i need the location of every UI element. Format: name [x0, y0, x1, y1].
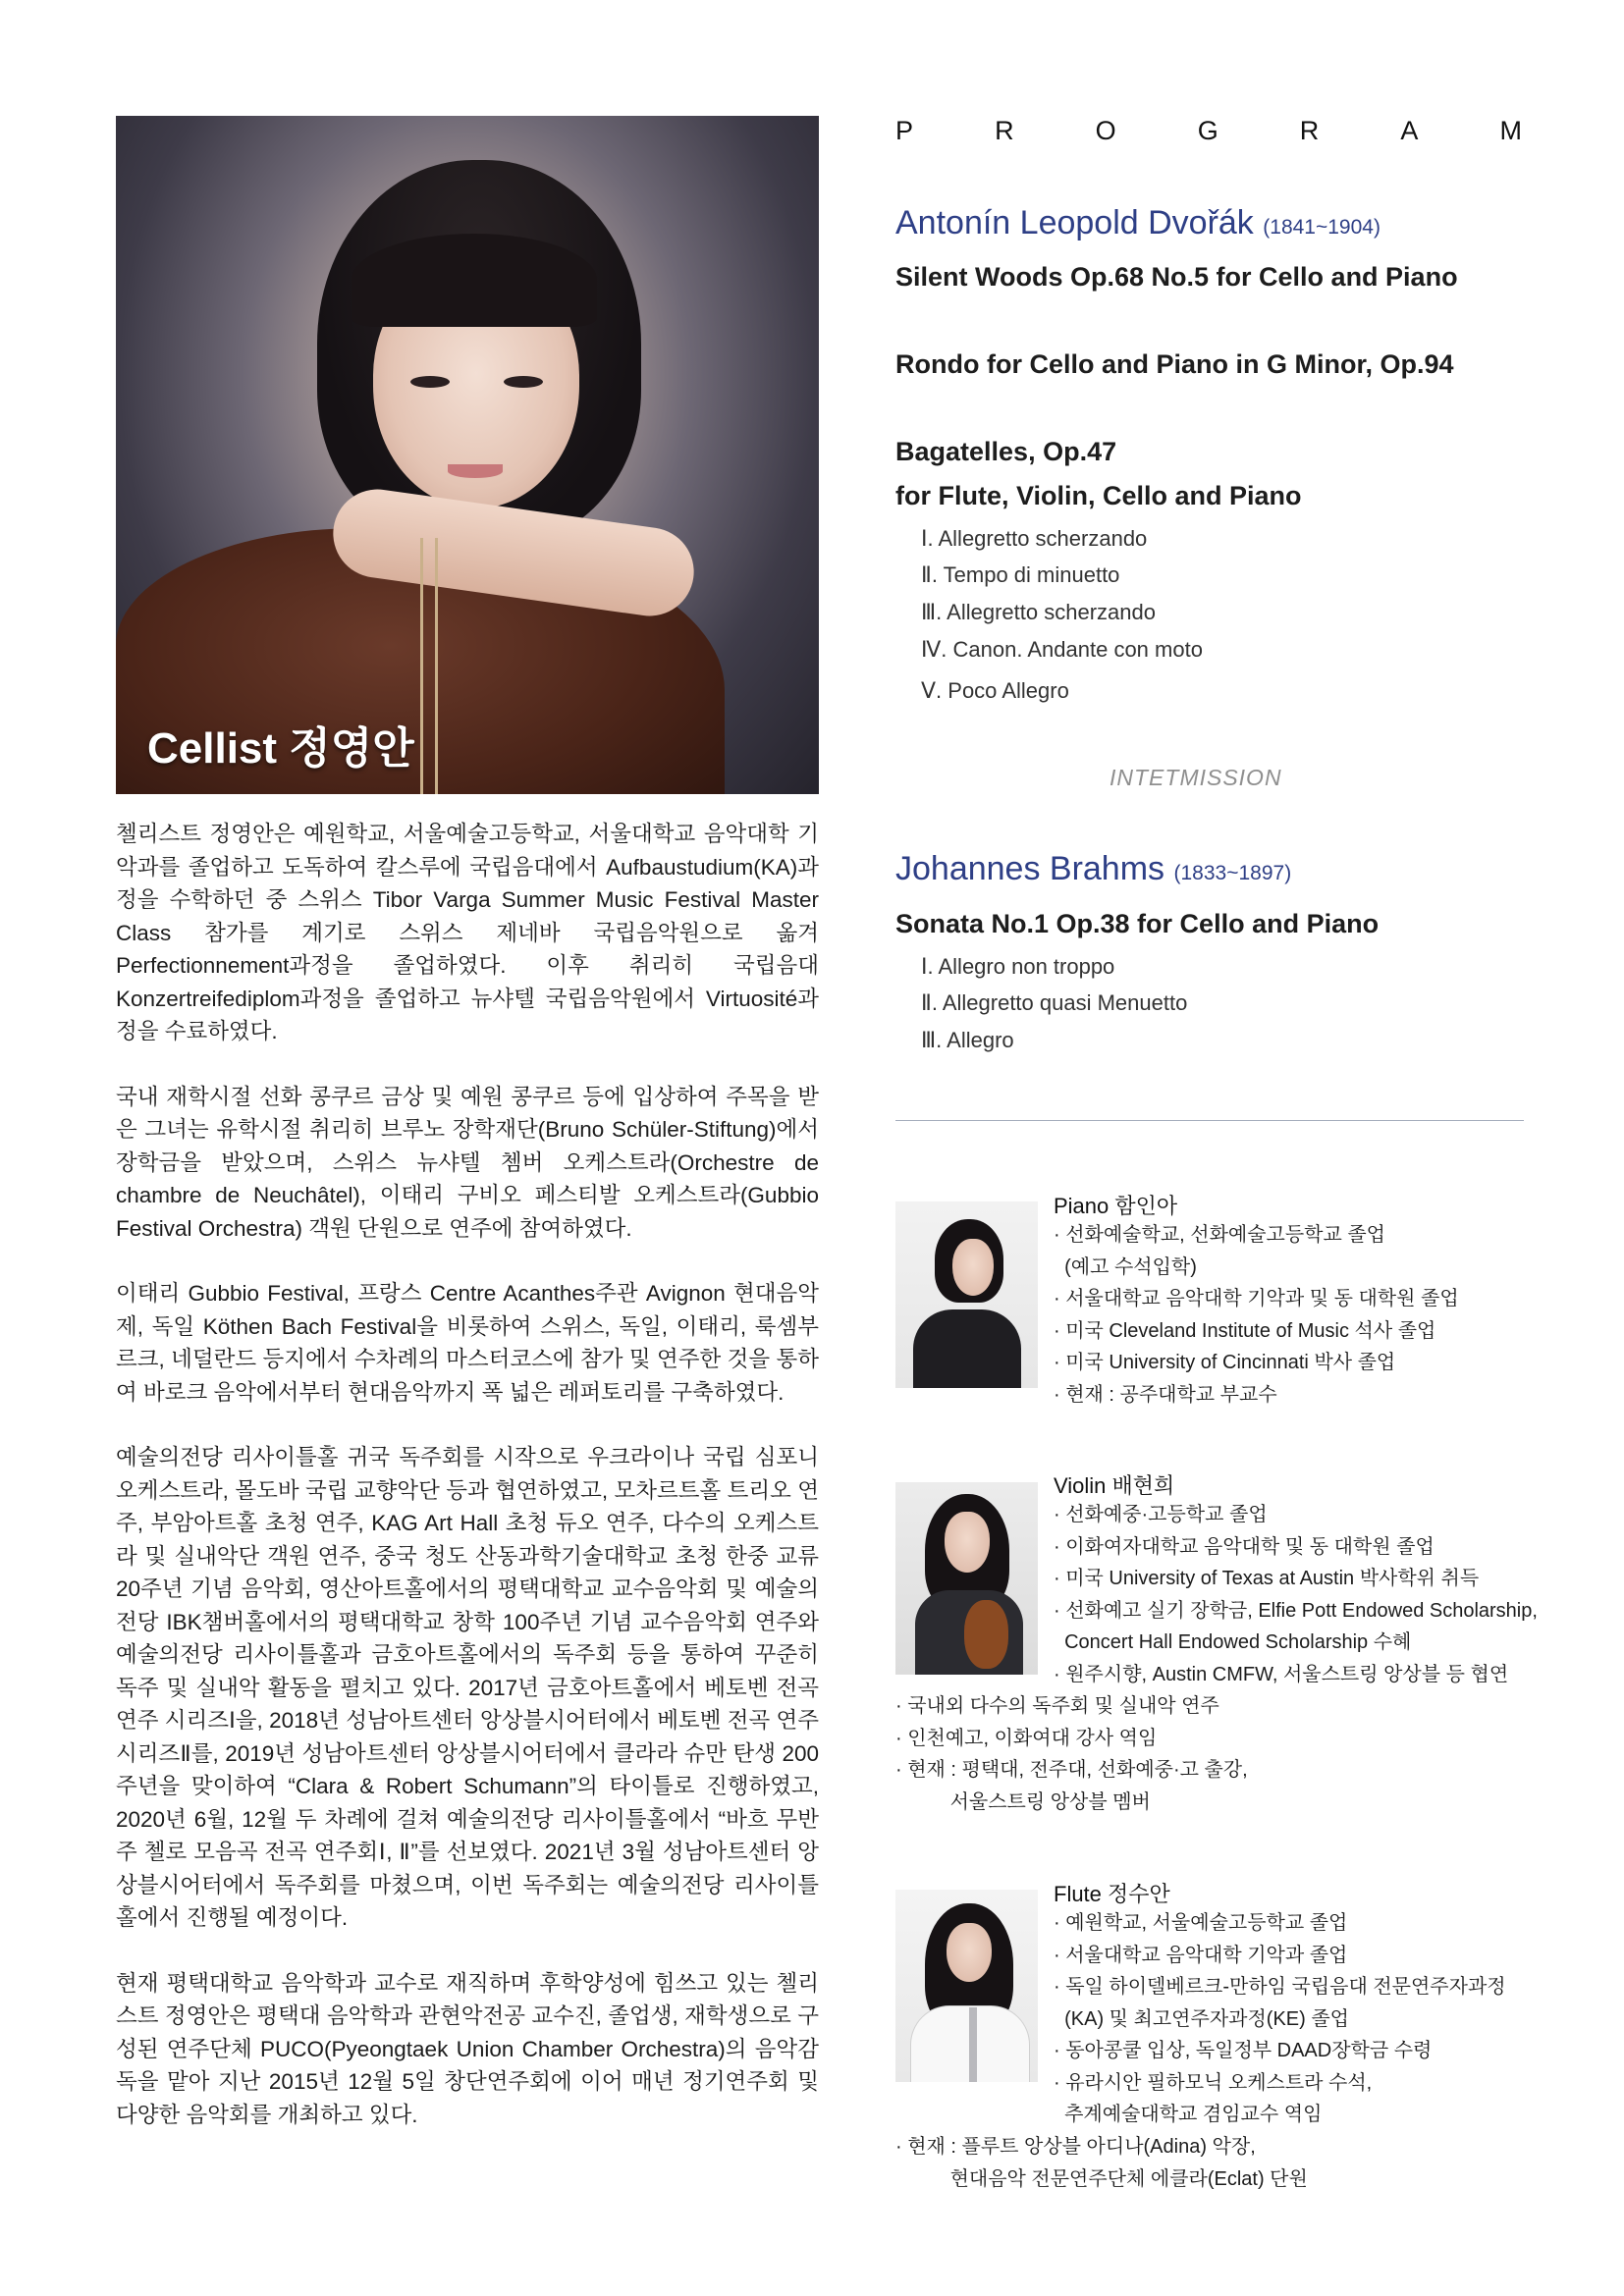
profile-line: (KA) 및 최고연주자과정(KE) 졸업 [1054, 2007, 1349, 2030]
movement: Ⅰ. Allegretto scherzando [921, 526, 1148, 551]
profile-line: Concert Hall Endowed Scholarship 수혜 [1054, 1631, 1412, 1653]
profile-line: · 현재 : 플루트 앙상블 아디나(Adina) 악장, [895, 2136, 1256, 2158]
portrait-bangs [352, 234, 597, 327]
movement: Ⅳ. Canon. Andante con moto [921, 637, 1203, 662]
portrait-right-eye [504, 376, 543, 388]
work-rondo: Rondo for Cello and Piano in G Minor, Op.94 [895, 349, 1454, 379]
profile-line: 현대음악 전문연주단체 에클라(Eclat) 단원 [895, 2167, 1308, 2190]
composer-years: (1841~1904) [1263, 216, 1380, 239]
composer-name: Johannes Brahms [895, 850, 1165, 887]
violinist-profile [1054, 1499, 1538, 1690]
cello-string [435, 538, 438, 794]
profile-line: · 미국 University of Cincinnati 박사 졸업 [1054, 1352, 1396, 1373]
movement: Ⅴ. Poco Allegro [921, 678, 1069, 703]
flute-instrument [969, 2007, 977, 2082]
profile-line: · 선화예술학교, 선화예술고등학교 졸업 [1054, 1224, 1386, 1246]
movement: Ⅱ. Allegretto quasi Menuetto [921, 990, 1188, 1015]
portrait-left-eye [410, 376, 450, 388]
bio-paragraph: 예술의전당 리사이틀홀 귀국 독주회를 시작으로 우크라이나 국립 심포니 오케스트라, 몰도바 국립 교향악단 등과 협연하였고, 모차르트홀 트리오 연주, 부암아트홀 초청 연주, KAG Art Hall 초청 듀오 연주, 다수의 오케스트라 및 실내악단 객원 연주, 중국 청도 산동과학기술대학교 초청 한중 교류 20주년 기념 음악회, 영산아트홀에서의 평택대학교 교수음악회 및 예술의전당 IBK챔버홀에서의 평택대학교 창학 100주년 기념 교수음악회 연주와 예술의전당 리사이틀홀과 금호아트홀에서의 독주회 등을 통하여 꾸준히 독주 및 실내악 활동을 펼치고 있다. 2017년 금호아트홀에서 베토벤 전곡 연주 시리즈Ⅰ을, 2018년 성남아트센터 앙상블시어터에서 베토벤 전곡 연주 시리즈Ⅱ를, 2019년 성남아트센터 앙상블시어터에서 클라라 슈만 탄생 200주년을 맞이하여 “Clara & Robert Schumann”의 타이틀로 진행하였고, 2020년 6월, 12월 두 차례에 걸쳐 예술의전당 리사이틀홀에서 “바흐 무반주 첼로 모음곡 전곡 연주회Ⅰ, Ⅱ”를 선보였다. 2021년 3월 성남아트센터 앙상블시어터에서 독주회를 마쳤으며, 이번 독주회는 예술의전당 리사이틀홀에서 진행될 예정이다. [116, 1445, 819, 1930]
program-heading-letter: A [1400, 116, 1421, 145]
program-heading-letter: O [1095, 116, 1118, 145]
violinist-name: Violin 배현희 [1054, 1473, 1175, 1498]
work-sonata: Sonata No.1 Op.38 for Cello and Piano [895, 909, 1380, 938]
program-heading-letter: G [1197, 116, 1220, 145]
program-heading-letter: R [995, 116, 1016, 145]
program-heading-letter: M [1499, 116, 1524, 145]
violinist-photo [895, 1482, 1038, 1675]
profile-line: · 미국 University of Texas at Austin 박사학위 취득 [1054, 1568, 1480, 1589]
profile-line: · 서울대학교 음악대학 기악과 및 동 대학원 졸업 [1054, 1288, 1459, 1309]
cellist-portrait [116, 116, 819, 794]
bio-paragraph: 이태리 Gubbio Festival, 프랑스 Centre Acanthes주관 Avignon 현대음악제, 독일 Köthen Bach Festival을 비롯하여 스위스, 독일, 이태리, 룩셈부르크, 네덜란드 등지에서 수차례의 마스터코스에 참가 및 연주한 것을 통하여 바로크 음악에서부터 현대음악까지 폭 넓은 레퍼토리를 구축하였다. [116, 1281, 819, 1405]
pianist-name: Piano 함인아 [1054, 1194, 1178, 1218]
profile-line: · 선화예고 실기 장학금, Elfie Pott Endowed Scholarship, [1054, 1599, 1538, 1622]
profile-line: · 현재 : 평택대, 전주대, 선화예중·고 출강, [895, 1759, 1248, 1781]
violin-body [964, 1600, 1008, 1669]
profile-line: · 독일 하이델베르크-만하임 국립음대 전문연주자과정 [1054, 1976, 1506, 1998]
profile-line: · 미국 Cleveland Institute of Music 석사 졸업 [1054, 1319, 1436, 1342]
cellist-biography [116, 818, 819, 2163]
movement: Ⅱ. Tempo di minuetto [921, 562, 1120, 587]
program-heading-letter: R [1299, 116, 1322, 145]
violinist-face [945, 1512, 990, 1573]
profile-line: · 예원학교, 서울예술고등학교 졸업 [1054, 1912, 1348, 1934]
profile-line: · 유라시안 필하모닉 오케스트라 수석, [1054, 2071, 1373, 2094]
flutist-photo [895, 1890, 1038, 2082]
flutist-profile [1054, 1907, 1506, 2131]
composer-brahms [895, 850, 1291, 888]
work-bagatelles-title: Bagatelles, Op.47 [895, 437, 1117, 466]
bio-paragraph: 첼리스트 정영안은 예원학교, 서울예술고등학교, 서울대학교 음악대학 기악과를 졸업하고 도독하여 칼스루에 국립음대에서 Aufbaustudium(KA)과정을 수학하던 중 스위스 Tibor Varga Summer Music Festival Master Class 참가를 계기로 스위스 제네바 국립음악원으로 옮겨 Perfectionnement과정을 졸업하였다. 이후 취리히 국립음대 Konzertreifediplom과정을 졸업하고 뉴샤텔 국립음악원에서 Virtuosité과정을 수료하였다. [116, 822, 819, 1043]
pianist-face [952, 1239, 994, 1296]
movement: Ⅰ. Allegro non troppo [921, 954, 1115, 979]
work-silent-woods: Silent Woods Op.68 No.5 for Cello and Piano [895, 262, 1458, 292]
pianist-photo [895, 1201, 1038, 1388]
flutist-profile-continued [895, 2131, 1308, 2195]
profile-line: 서울스트링 앙상블 멤버 [895, 1790, 1151, 1813]
cello-string [420, 538, 423, 794]
program-heading-letter: P [895, 116, 916, 145]
portrait-caption: Cellist 정영안 [147, 724, 414, 773]
work-bagatelles-subtitle: for Flute, Violin, Cello and Piano [895, 481, 1302, 510]
intermission-label: INTETMISSION [1110, 765, 1282, 790]
portrait-mouth [448, 464, 503, 478]
flutist-face [947, 1923, 992, 1982]
profile-line: · 현재 : 공주대학교 부교수 [1054, 1383, 1277, 1406]
movement: Ⅲ. Allegro [921, 1028, 1014, 1052]
pianist-profile [1054, 1219, 1459, 1411]
movement: Ⅲ. Allegretto scherzando [921, 600, 1156, 624]
bio-paragraph: 현재 평택대학교 음악학과 교수로 재직하며 후학양성에 힘쓰고 있는 첼리스트 정영안은 평택대 음악학과 관현악전공 교수진, 졸업생, 재학생으로 구성된 연주단체 PUCO(Pyeongtaek Union Chamber Orchestra)의 음악감독을 맡아 지난 2015년 12월 5일 창단연주회에 이어 매년 정기연주회 및 다양한 음악회를 개최하고 있다. [116, 1970, 819, 2127]
composer-dvorak [895, 204, 1380, 242]
profile-line: · 국내외 다수의 독주회 및 실내악 연주 [895, 1695, 1219, 1717]
composer-name: Antonín Leopold Dvořák [895, 204, 1254, 241]
profile-line: · 서울대학교 음악대학 기악과 졸업 [1054, 1944, 1348, 1966]
profile-line: · 이화여자대학교 음악대학 및 동 대학원 졸업 [1054, 1535, 1435, 1558]
composer-years: (1833~1897) [1173, 862, 1292, 884]
flutist-name: Flute 정수안 [1054, 1882, 1170, 1906]
profile-line: (예고 수석입학) [1054, 1255, 1197, 1278]
program-heading [895, 116, 1524, 146]
profile-line: · 원주시향, Austin CMFW, 서울스트링 앙상블 등 협연 [1054, 1663, 1509, 1685]
pianist-dress [913, 1309, 1021, 1388]
profile-line: 추계예술대학교 겸임교수 역임 [1054, 2104, 1323, 2125]
profile-line: · 선화예중·고등학교 졸업 [1054, 1504, 1268, 1525]
violinist-profile-continued [895, 1690, 1248, 1818]
section-divider [895, 1120, 1524, 1121]
profile-line: · 동아콩쿨 입상, 독일정부 DAAD장학금 수령 [1054, 2040, 1433, 2061]
bio-paragraph: 국내 재학시절 선화 콩쿠르 금상 및 예원 콩쿠르 등에 입상하여 주목을 받은 그녀는 유학시절 취리히 브루노 장학재단(Bruno Schüler-Stiftung)에서 장학금을 받았으며, 스위스 뉴샤텔 쳄버 오케스트라(Orchestre de chambre de Neuchâtel), 이태리 구비오 페스티발 오케스트라(Gubbio Festival Orchestra) 객원 단원으로 연주에 참여하였다. [116, 1084, 819, 1241]
profile-line: · 인천예고, 이화여대 강사 역임 [895, 1727, 1158, 1749]
